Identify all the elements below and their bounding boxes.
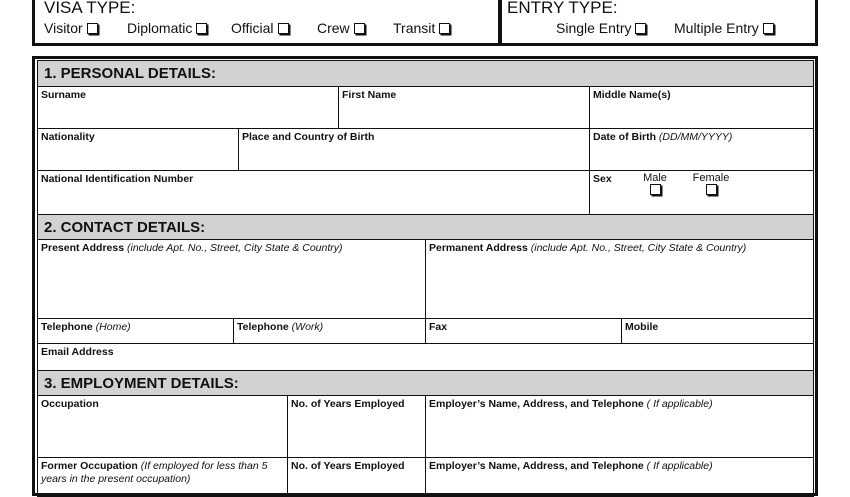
- entry-option-multiple[interactable]: Multiple Entry: [674, 20, 774, 36]
- checkbox-icon[interactable]: [354, 23, 365, 34]
- section-header-employment: 3. EMPLOYMENT DETAILS:: [37, 370, 814, 396]
- employer-details-field-2[interactable]: Employer’s Name, Address, and Telephone ( If applicable): [425, 457, 814, 497]
- sex-option-female[interactable]: Female: [688, 172, 734, 196]
- checkbox-icon[interactable]: [278, 23, 289, 34]
- telephone-home-field[interactable]: Telephone (Home): [37, 318, 234, 344]
- fax-field[interactable]: Fax: [425, 318, 622, 344]
- place-of-birth-field[interactable]: Place and Country of Birth: [238, 128, 590, 171]
- present-address-field[interactable]: Present Address (include Apt. No., Street, City State & Country): [37, 239, 426, 319]
- email-field[interactable]: Email Address: [37, 343, 814, 371]
- section-header-contact: 2. CONTACT DETAILS:: [37, 214, 814, 240]
- surname-field[interactable]: Surname: [37, 86, 339, 129]
- visa-option-visitor[interactable]: Visitor: [44, 20, 98, 36]
- checkbox-icon[interactable]: [196, 23, 207, 34]
- date-of-birth-field[interactable]: Date of Birth (DD/MM/YYYY): [589, 128, 814, 171]
- middle-names-field[interactable]: Middle Name(s): [589, 86, 814, 129]
- visa-type-title: VISA TYPE:: [44, 0, 136, 17]
- visa-option-official[interactable]: Official: [231, 20, 289, 36]
- checkbox-icon[interactable]: [439, 23, 450, 34]
- years-employed-field[interactable]: No. of Years Employed: [287, 395, 426, 458]
- sex-field: Sex: [589, 170, 814, 215]
- visa-option-diplomatic[interactable]: Diplomatic: [127, 20, 207, 36]
- occupation-field[interactable]: Occupation: [37, 395, 288, 458]
- nationality-field[interactable]: Nationality: [37, 128, 239, 171]
- checkbox-icon[interactable]: [635, 23, 646, 34]
- visa-option-crew[interactable]: Crew: [317, 20, 365, 36]
- checkbox-icon[interactable]: [706, 184, 717, 195]
- section-header-personal: 1. PERSONAL DETAILS:: [37, 60, 814, 87]
- dob-format-hint: (DD/MM/YYYY): [658, 131, 733, 143]
- permanent-address-field[interactable]: Permanent Address (include Apt. No., Street, City State & Country): [425, 239, 814, 319]
- entry-type-title: ENTRY TYPE:: [507, 0, 618, 17]
- telephone-work-field[interactable]: Telephone (Work): [233, 318, 426, 344]
- first-name-field[interactable]: First Name: [338, 86, 590, 129]
- checkbox-icon[interactable]: [650, 184, 661, 195]
- visa-option-transit[interactable]: Transit: [393, 20, 450, 36]
- mobile-field[interactable]: Mobile: [621, 318, 814, 344]
- former-occupation-field[interactable]: Former Occupation (If employed for less than 5 years in the present occupation): [37, 457, 288, 497]
- checkbox-icon[interactable]: [87, 23, 98, 34]
- national-id-field[interactable]: National Identification Number: [37, 170, 590, 215]
- sex-option-male[interactable]: Male: [636, 172, 674, 196]
- checkbox-icon[interactable]: [763, 23, 774, 34]
- employer-details-field[interactable]: Employer’s Name, Address, and Telephone ( If applicable): [425, 395, 814, 458]
- entry-option-single[interactable]: Single Entry: [556, 20, 646, 36]
- years-employed-field-2[interactable]: No. of Years Employed: [287, 457, 426, 497]
